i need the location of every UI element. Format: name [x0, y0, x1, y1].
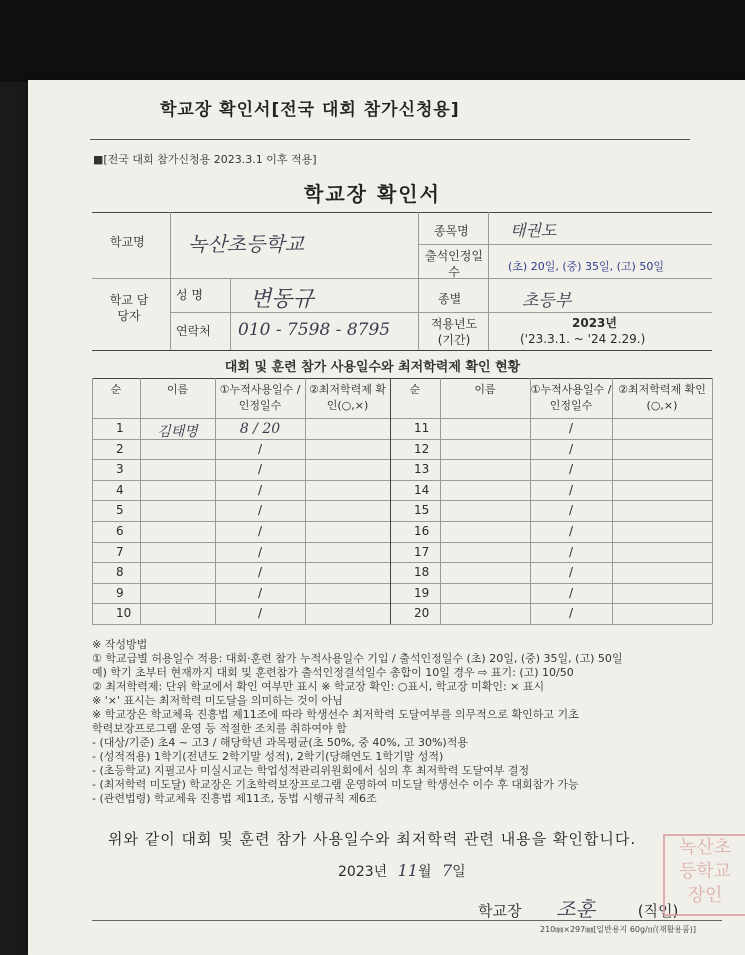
- table-row-border: [92, 480, 712, 481]
- confirmation-statement: 위와 같이 대회 및 훈련 참가 사용일수와 최저학력 관련 내용을 확인합니다.: [108, 830, 637, 848]
- division-value: 초등부: [522, 291, 572, 311]
- table-row-border: [92, 562, 712, 563]
- table-cell-days: /: [257, 441, 263, 456]
- header-divider: [90, 139, 690, 140]
- table-cell-no: 10: [116, 606, 132, 621]
- table-row-border: [92, 500, 712, 501]
- date-month-unit: 월: [417, 864, 432, 880]
- table-cell-no: 11: [414, 421, 430, 435]
- table-cell-no: 1: [116, 421, 124, 435]
- table-header-cell: 순: [110, 383, 122, 396]
- table-cell-days: /: [257, 585, 263, 600]
- table-cell-days: /: [257, 503, 263, 518]
- table-cell-days: /: [568, 441, 574, 456]
- instruction-line: ※ '×' 표시는 최저학력 미도달을 의미하는 것이 아님: [92, 694, 343, 707]
- phone-label: 연락처: [176, 324, 211, 338]
- table-top-border: [92, 378, 712, 379]
- table-cell-no: 18: [414, 565, 430, 580]
- table-column-border: [140, 378, 141, 624]
- name-label: 성 명: [176, 288, 203, 302]
- year-label: 적용년도 (기간): [430, 317, 478, 347]
- table-cell-no: 14: [414, 482, 430, 497]
- date-day-unit: 일: [452, 864, 466, 880]
- table-cell-no: 6: [116, 524, 124, 538]
- official-stamp: 녹산초 등학교 장인: [663, 834, 745, 916]
- table-cell-no: 20: [414, 606, 430, 621]
- instruction-line: 예) 학기 초부터 현재까지 대회 및 훈련참가 출석인정결석일수 총합이 10일 경우 ⇨ 표기: (고) 10/50: [92, 666, 574, 679]
- table-cell-no: 9: [116, 585, 124, 600]
- instruction-line: ② 최저학력제: 단위 학교에서 확인 여부만 표시 ※ 학교장 확인: ○표시, 학교장 미확인: × 표시: [92, 680, 545, 693]
- principal-signature: 조훈: [556, 897, 595, 921]
- table-header-cell: 이름: [474, 383, 496, 396]
- table-header-cell: ②최저학력제 확인(○,×): [308, 383, 387, 412]
- table-cell-days: /: [257, 544, 263, 559]
- instruction-line: - (관련법령) 학교체육 진흥법 제11조, 동법 시행규칙 제6조: [92, 792, 377, 805]
- instruction-line: ※ 작성방법: [92, 638, 148, 651]
- table-cell-days: /: [568, 482, 574, 497]
- table-title: 대회 및 훈련 참가 사용일수와 최저학력제 확인 현황: [224, 360, 521, 375]
- table-row-border: [92, 542, 712, 543]
- instruction-line: ① 학교급별 허용일수 적용: 대회·훈련 참가 누적사용일수 기입 / 출석인정일수 (초) 20일, (중) 35일, (고) 50일: [92, 652, 623, 665]
- table-cell-no: 5: [116, 503, 124, 518]
- table-row-border: [92, 583, 712, 584]
- table-cell-days: /: [568, 565, 574, 580]
- table-cell-days: /: [257, 565, 263, 580]
- photo-dark-background: [0, 0, 745, 82]
- phone-value: 010 - 7598 - 8795: [238, 320, 391, 340]
- table-cell-no: 17: [414, 544, 430, 559]
- principal-signature-line: [478, 893, 678, 922]
- table-header-cell: ②최저학력제 확인(○,×): [618, 383, 706, 412]
- footer-divider: [92, 920, 722, 921]
- table-cell-days: /: [257, 524, 263, 538]
- year-value: 2023년: [572, 316, 617, 330]
- date-day: 7: [441, 861, 453, 880]
- event-value: 태권도: [510, 221, 557, 240]
- table-cell-no: 15: [414, 503, 430, 518]
- paper-spec-footnote: 210㎜×297㎜[일반용지 60g/㎡(재활용품)]: [540, 925, 697, 934]
- document-subtitle: ■[전국 대회 참가신청용 2023.3.1 이후 적용]: [93, 153, 317, 166]
- instruction-line: - (대상/기준) 초4 ~ 고3 / 해당학년 과목평균(초 50%, 중 40%, 고 30%)적용: [92, 736, 468, 749]
- table-column-border: [712, 378, 713, 624]
- principal-label: 학교장: [478, 902, 522, 920]
- table-cell-days: /: [568, 524, 574, 538]
- table-header-border: [92, 418, 712, 419]
- instruction-line: ※ 학교장은 학교체육 진흥법 제11조에 따라 학생선수 최저학력 도달여부를 의무적으로 확인하고 기초: [92, 708, 579, 721]
- table-cell-no: 2: [116, 441, 124, 456]
- contact-person-label: 학교 담당자: [109, 293, 149, 323]
- document-header-title: 학교장 확인서[전국 대회 참가신청용]: [160, 100, 460, 120]
- table-cell-days: /: [568, 462, 574, 477]
- table-cell-days: /: [568, 421, 574, 435]
- table-cell-days: /: [568, 585, 574, 600]
- table-row-border: [92, 624, 712, 625]
- attendance-value: (초) 20일, (중) 35일, (고) 50일: [508, 260, 664, 273]
- table-cell-days: /: [568, 606, 574, 621]
- instruction-line: 학력보장프로그램 운영 등 적절한 조치를 취하여야 함: [92, 722, 347, 735]
- table-cell-days: /: [568, 503, 574, 518]
- school-name-label: 학교명: [110, 235, 145, 249]
- event-label: 종목명: [434, 224, 469, 238]
- table-cell-days: /: [257, 606, 263, 621]
- table-cell-no: 12: [414, 441, 430, 456]
- table-row-border: [92, 521, 712, 522]
- table-column-border: [305, 378, 306, 624]
- table-column-border: [440, 378, 441, 624]
- table-cell-no: 7: [116, 544, 124, 559]
- division-label: 종별: [438, 292, 462, 306]
- table-row-border: [92, 603, 712, 604]
- table-header-cell: 이름: [166, 383, 189, 396]
- name-value: 변동규: [250, 287, 314, 312]
- attendance-label: 출석인정일수: [425, 249, 483, 279]
- table-cell-days: /: [257, 462, 263, 477]
- table-cell-no: 19: [414, 585, 430, 600]
- instruction-line: - (성적적용) 1학기(전년도 2학기말 성적), 2학기(당해연도 1학기말 성적): [92, 750, 444, 763]
- table-cell-days: /: [568, 544, 574, 559]
- table-cell-no: 13: [414, 462, 430, 477]
- period-value: ('23.3.1. ~ '24 2.29.): [520, 332, 646, 346]
- writing-instructions: [92, 638, 712, 806]
- form-title: 학교장 확인서: [304, 182, 441, 206]
- date-year: 2023년: [338, 864, 388, 880]
- table-cell-name: 김태명: [157, 424, 198, 440]
- table-header-cell: ①누적사용일수 /인정일수: [530, 383, 612, 412]
- seal-placeholder: (직인): [637, 902, 679, 920]
- table-row-border: [92, 459, 712, 460]
- table-column-border: [612, 378, 613, 624]
- table-header-cell: 순: [409, 383, 421, 396]
- table-cell-days: /: [257, 482, 263, 497]
- table-header-cell: ①누적사용일수 /인정일수: [219, 383, 301, 412]
- table-cell-no: 3: [116, 462, 124, 477]
- instruction-line: - (최저학력 미도달) 학교장은 기초학력보장프로그램 운영하여 미도달 학생선수 이수 후 대회참가 가능: [92, 778, 579, 791]
- table-cell-no: 16: [414, 524, 430, 538]
- table-cell-no: 8: [116, 565, 124, 580]
- school-name-value: 녹산초등학교: [188, 232, 304, 256]
- table-cell-no: 4: [116, 482, 124, 497]
- issue-date: [338, 861, 466, 881]
- table-cell-days: 8 / 20: [239, 421, 281, 437]
- instruction-line: - (초등학교) 지필고사 미실시교는 학업성적관리위원회에서 심의 후 최저학력 도달여부 결정: [92, 764, 530, 777]
- date-month: 11: [397, 861, 418, 880]
